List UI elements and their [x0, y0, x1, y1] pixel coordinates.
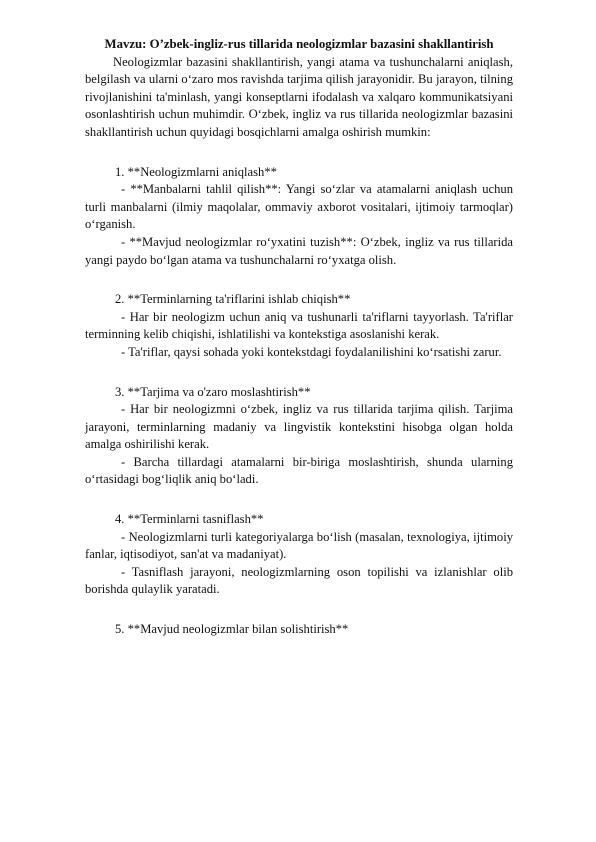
section-3-item-1: - Har bir neologizmni o‘zbek, ingliz va rus tillarida tarjima qilish. Tarjima jarayoni, terminlarning madaniy va lingvistik kontekstini hisobga olgan holda amalga oshirilishi kerak. [85, 402, 513, 452]
section-heading-5: 5. **Mavjud neologizmlar bilan solishtirish** [115, 622, 349, 637]
section-2-item-1: - Har bir neologizm uchun aniq va tushunarli ta'riflarni tayyorlash. Ta'riflar terminning kelib chiqishi, ishlatilishi va kontekstiga asoslanishi kerak. [85, 309, 513, 342]
section-2-item-2: - Ta'riflar, qaysi sohada yoki kontekstdagi foydalanilishini ko‘rsatishi zarur. [121, 344, 502, 359]
section-heading-4: 4. **Terminlarni tasniflash** [115, 512, 264, 527]
section-3-item-2: - Barcha tillardagi atamalarni bir-biriga moslashtirish, shunda ularning o‘rtasidagi bog‘liqlik aniq bo‘ladi. [85, 454, 513, 487]
section-1-item-1: - **Manbalarni tahlil qilish**: Yangi so‘zlar va atamalarni aniqlash uchun turli manbalarni (ilmiy maqolalar, ommaviy axborot vositalari, ijtimoiy tarmoqlar) o‘rganish. [85, 182, 513, 232]
section-4-item-1: - Neologizmlarni turli kategoriyalarga bo‘lish (masalan, texnologiya, ijtimoiy fanlar, iqtisodiyot, san'at va madaniyat). [85, 529, 513, 562]
document-page [85, 36, 513, 639]
section-heading-1: 1. **Neologizmlarni aniqlash** [115, 164, 277, 179]
section-4-item-2: - Tasniflash jarayoni, neologizmlarning oson topilishi va izlanishlar olib borishda qulaylik yaratadi. [85, 564, 513, 597]
section-heading-2: 2. **Terminlarning ta'riflarini ishlab chiqish** [115, 292, 351, 307]
document-title: Mavzu: O’zbek-ingliz-rus tillarida neologizmlar bazasini shakllantirish [104, 37, 494, 51]
section-heading-3: 3. **Tarjima va o'zaro moslashtirish** [115, 384, 311, 399]
section-1-item-2: - **Mavjud neologizmlar ro‘yxatini tuzish**: O‘zbek, ingliz va rus tillarida yangi paydo bo‘lgan atama va tushunchalarni ro‘yxatga olish. [85, 234, 513, 267]
intro-paragraph: Neologizmlar bazasini shakllantirish, yangi atama va tushunchalarni aniqlash, belgilash va ularni o‘zaro mos ravishda tarjima qilish jarayonidir. Bu jarayon, tilning rivojlanishini ta'minlash, yangi konseptlarni ifodalash va xalqaro kommunikatsiyani osonlashtirish uchun muhimdir. O‘zbek, ingliz va rus tillarida neologizmlar bazasini shakllantirish uchun quyidagi bosqichlarni amalga oshirish mumkin: [85, 54, 513, 139]
